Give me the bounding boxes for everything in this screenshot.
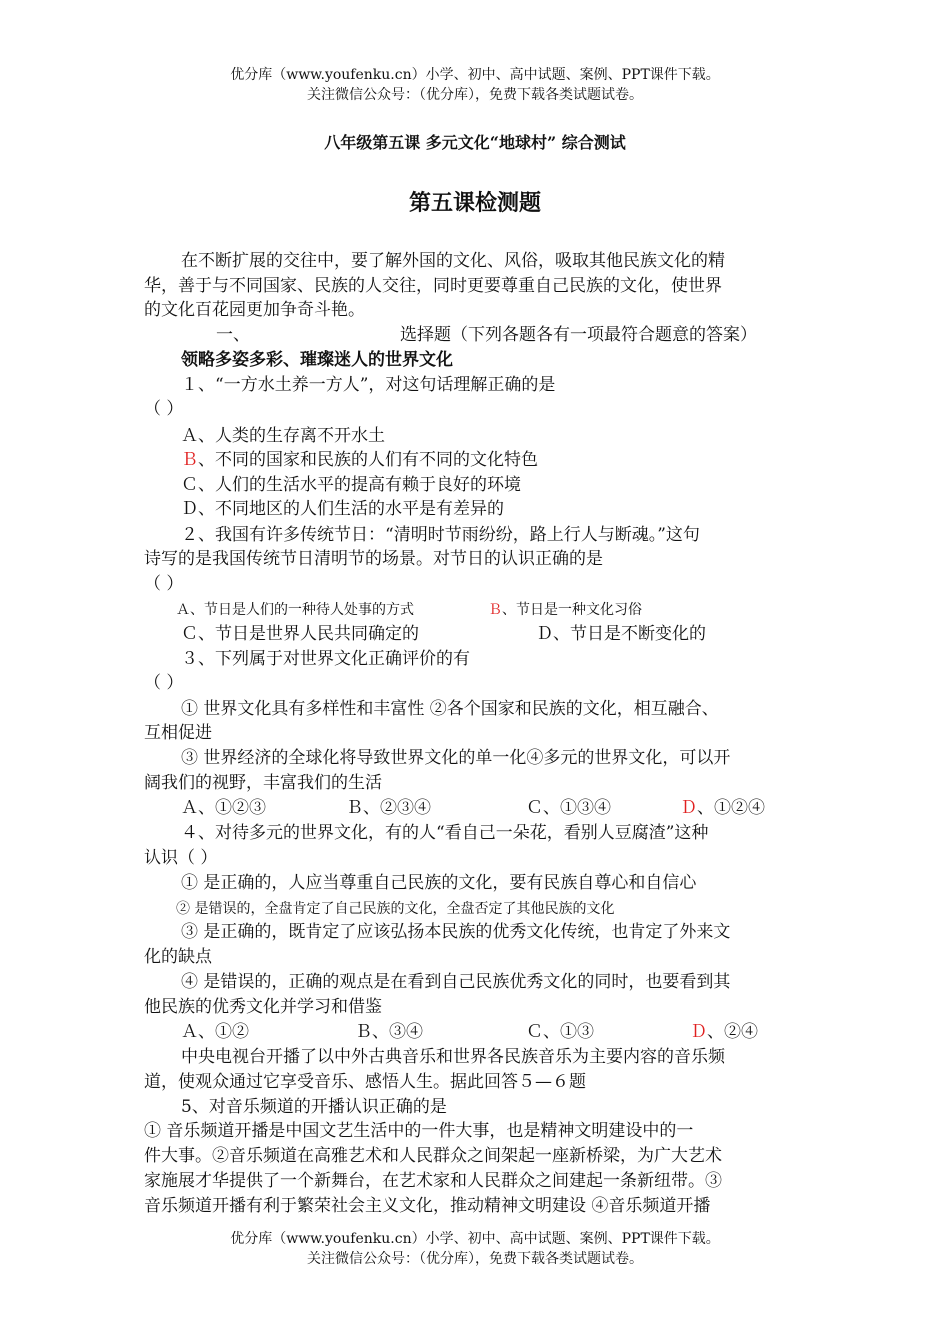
q4-option-d — [690, 1021, 758, 1043]
q4-statement-4b: 他民族的优秀文化并学习和借鉴 — [144, 997, 382, 1017]
q1-stem: １、“一方水土养一方人”，对这句话理解正确的是 — [181, 375, 556, 395]
q4-option-d-text: 、②④ — [707, 1022, 758, 1042]
q1-option-c: Ｃ、人们的生活水平的提高有赖于良好的环境 — [181, 475, 521, 495]
q3-paren: （ ） — [144, 673, 184, 693]
passage-line-1: 中央电视台开播了以中外古典音乐和世界各民族音乐为主要内容的音乐频 — [181, 1047, 725, 1067]
site-header-line-2: 关注微信公众号：（优分库），免费下载各类试题试卷。 — [307, 87, 643, 103]
q5-line-2: 件大事。②音乐频道在高雅艺术和人民群众之间架起一座新桥梁，为广大艺术 — [144, 1146, 722, 1166]
q3-option-b: Ｂ、②③④ — [346, 798, 431, 818]
q4-answer-letter: Ｄ — [690, 1022, 707, 1042]
q2-option-a: Ａ、节日是人们的一种待人处事的方式 — [176, 602, 414, 618]
q4-statement-1: ① 是正确的，人应当尊重自己民族的文化，要有民族自尊心和自信心 — [181, 873, 697, 893]
q3-stem: ３、下列属于对世界文化正确评价的有 — [181, 649, 470, 669]
q1-paren: （ ） — [144, 399, 184, 419]
q5-line-4: 音乐频道开播有利于繁荣社会主义文化，推动精神文明建设 ④音乐频道开播 — [144, 1196, 711, 1216]
q1-option-b-text: 、不同的国家和民族的人们有不同的文化特色 — [198, 450, 538, 470]
q3-option-c: Ｃ、①③④ — [526, 798, 611, 818]
page-subtitle: 第五课检测题 — [408, 190, 541, 216]
q2-option-d: Ｄ、节日是不断变化的 — [536, 624, 706, 644]
q2-option-b-text: 、节日是一种文化习俗 — [502, 602, 642, 618]
passage-line-2: 道，使观众通过它享受音乐、感悟人生。据此回答５—６题 — [144, 1072, 586, 1092]
q1-option-d: Ｄ、不同地区的人们生活的水平是有差异的 — [181, 499, 504, 519]
q3-statement-2a: ③ 世界经济的全球化将导致世界文化的单一化④多元的世界文化，可以开 — [181, 748, 731, 768]
q3-option-d-text: 、①②④ — [697, 798, 765, 818]
intro-line-1: 在不断扩展的交往中，要了解外国的文化、风俗，吸取其他民族文化的精 — [181, 251, 725, 271]
section-number: 一、 — [216, 325, 250, 345]
q1-option-b — [181, 449, 538, 471]
q4-statement-4a: ④ 是错误的，正确的观点是在看到自己民族优秀文化的同时，也要看到其 — [181, 972, 731, 992]
q2-option-b — [488, 599, 642, 621]
q3-statement-1b: 互相促进 — [144, 723, 212, 743]
site-header-line-1: 优分库（www.youfenku.cn）小学、初中、高中试题、案例、PPT课件下载。 — [230, 67, 720, 83]
q1-option-a: Ａ、人类的生存离不开水土 — [181, 426, 385, 446]
q3-statement-2b: 阔我们的视野，丰富我们的生活 — [144, 773, 382, 793]
section-heading: 领略多姿多彩、璀璨迷人的世界文化 — [181, 350, 453, 370]
site-footer-line-2: 关注微信公众号：（优分库），免费下载各类试题试卷。 — [307, 1251, 643, 1267]
q4-statement-3b: 化的缺点 — [144, 947, 212, 967]
q4-stem-1: ４、对待多元的世界文化，有的人“看自己一朵花，看别人豆腐渣”这种 — [181, 823, 709, 843]
q2-stem-1: ２、我国有许多传统节日：“清明时节雨纷纷，路上行人与断魂。”这句 — [181, 525, 700, 545]
q5-line-3: 家施展才华提供了一个新舞台，在艺术家和人民群众之间建起一条新纽带。③ — [144, 1171, 722, 1191]
q2-answer-letter: Ｂ — [488, 602, 502, 618]
q3-statement-1a: ① 世界文化具有多样性和丰富性 ②各个国家和民族的文化，相互融合、 — [181, 699, 719, 719]
q4-option-a: Ａ、①② — [181, 1022, 249, 1042]
q4-stem-2: 认识（ ） — [144, 848, 218, 868]
site-footer-line-1: 优分库（www.youfenku.cn）小学、初中、高中试题、案例、PPT课件下载。 — [230, 1231, 720, 1247]
q2-stem-2: 诗写的是我国传统节日清明节的场景。对节日的认识正确的是 — [144, 549, 603, 569]
q5-stem: 5、对音乐频道的开播认识正确的是 — [181, 1097, 447, 1117]
q4-option-b: Ｂ、③④ — [355, 1022, 423, 1042]
q4-option-c: Ｃ、①③ — [526, 1022, 594, 1042]
q4-statement-2: ② 是错误的，全盘肯定了自己民族的文化，全盘否定了其他民族的文化 — [176, 901, 615, 917]
q1-answer-letter: Ｂ — [181, 450, 198, 470]
intro-line-3: 的文化百花园更加争奇斗艳。 — [144, 300, 365, 320]
section-label: 选择题（下列各题各有一项最符合题意的答案） — [400, 325, 757, 345]
q2-option-c: Ｃ、节日是世界人民共同确定的 — [181, 624, 419, 644]
q4-statement-3a: ③ 是正确的，既肯定了应该弘扬本民族的优秀文化传统，也肯定了外来文 — [181, 922, 731, 942]
q3-answer-letter: Ｄ — [680, 798, 697, 818]
q3-option-a: Ａ、①②③ — [181, 798, 266, 818]
q3-option-d — [680, 797, 765, 819]
q5-line-1: ① 音乐频道开播是中国文艺生活中的一件大事，也是精神文明建设中的一 — [144, 1121, 694, 1141]
q2-paren: （ ） — [144, 574, 184, 594]
page-title: 八年级第五课 多元文化“地球村” 综合测试 — [324, 133, 626, 152]
intro-line-2: 华，善于与不同国家、民族的人交往，同时更要尊重自己民族的文化，使世界 — [144, 276, 722, 296]
